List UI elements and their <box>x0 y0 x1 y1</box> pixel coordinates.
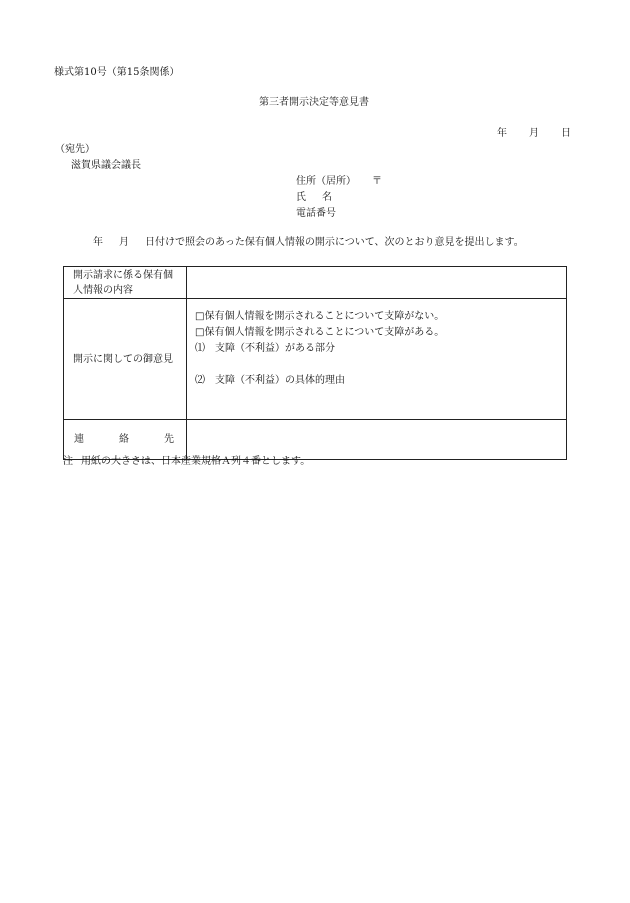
footnote <box>63 457 310 467</box>
address-label: 住所（居所） <box>296 176 356 187</box>
date-year: 年 <box>497 128 507 139</box>
statement-year: 年 <box>93 237 103 248</box>
date-line <box>497 129 571 139</box>
option-no-hindrance-label: 保有個人情報を開示されることについて支障がない。 <box>204 311 445 322</box>
postal-mark: 〒 <box>372 176 382 187</box>
contact-label: 連 絡 先 <box>74 433 174 445</box>
name-label-char1: 氏 <box>296 192 306 203</box>
table-row <box>64 420 567 460</box>
document-title: 第三者開示決定等意見書 <box>259 97 369 108</box>
opinion-label-cell <box>64 299 187 420</box>
item-hindrance-reason-label: 支障（不利益）の具体的理由 <box>215 375 345 386</box>
contact-field[interactable] <box>187 420 567 460</box>
statement-month: 月 <box>119 237 129 248</box>
info-content-label-cell <box>64 267 187 299</box>
checkbox-icon[interactable]: □ <box>195 327 205 338</box>
contact-label-cell <box>64 420 187 460</box>
info-content-label: 開示請求に係る保有個人情報の内容 <box>73 269 173 296</box>
statement-text: 日付けで照会のあった保有個人情報の開示について、次のとおり意見を提出します。 <box>145 237 524 248</box>
statement <box>93 238 524 248</box>
tel-label: 電話番号 <box>296 208 336 219</box>
option-no-hindrance[interactable] <box>195 309 566 325</box>
addressee-name: 滋賀県議会議長 <box>71 160 141 171</box>
sender-name-line <box>296 193 332 203</box>
opinion-table <box>63 266 567 460</box>
date-month: 月 <box>529 128 539 139</box>
addressee-label: （宛先） <box>55 144 95 155</box>
opinion-field[interactable] <box>187 299 567 420</box>
item-number: ⑵ <box>195 375 205 386</box>
item-hindrance-part <box>195 341 566 357</box>
date-day: 日 <box>561 128 571 139</box>
sender-tel-line <box>296 209 336 219</box>
item-hindrance-part-label: 支障（不利益）がある部分 <box>215 343 335 354</box>
sender-address-line <box>296 177 382 187</box>
note-text: 用紙の大きさは、日本産業規格Ａ列４番とします。 <box>81 456 311 467</box>
item-hindrance-reason <box>195 373 566 389</box>
name-label-char2: 名 <box>322 192 332 203</box>
checkbox-icon[interactable]: □ <box>195 311 205 322</box>
form-number: 様式第10号（第15条関係） <box>54 67 180 78</box>
option-hindrance[interactable] <box>195 325 566 341</box>
table-row <box>64 299 567 420</box>
opinion-label: 開示に関しての御意見 <box>73 353 173 365</box>
item-number: ⑴ <box>195 343 205 354</box>
info-content-field[interactable] <box>187 267 567 299</box>
table-row <box>64 267 567 299</box>
note-mark: 注 <box>63 456 73 467</box>
option-hindrance-label: 保有個人情報を開示されることについて支障がある。 <box>204 327 445 338</box>
